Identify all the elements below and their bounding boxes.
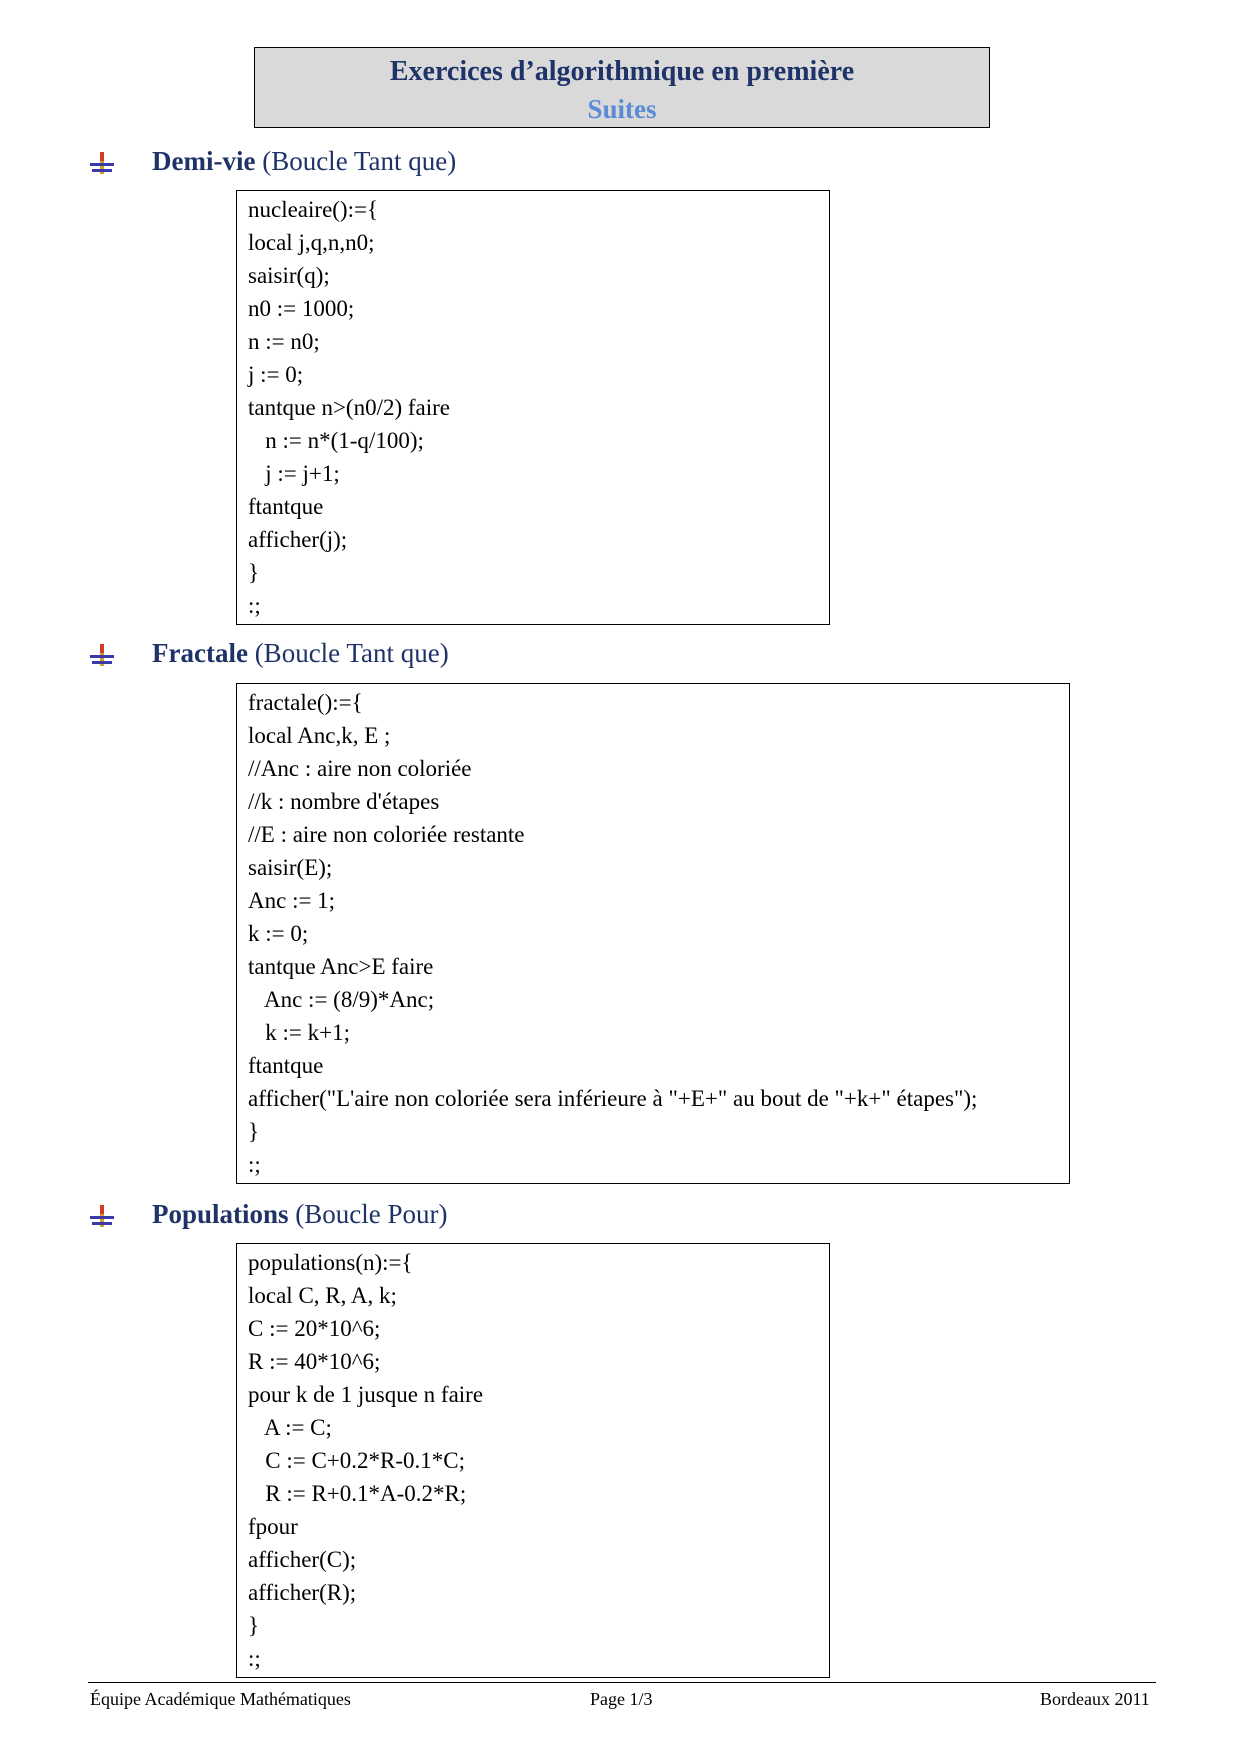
code-line: ftantque <box>248 494 324 519</box>
section-loop-type: (Boucle Tant que) <box>262 146 457 176</box>
code-line: populations(n):={ <box>248 1250 413 1275</box>
code-line: tantque n>(n0/2) faire <box>248 395 451 420</box>
code-line: } <box>248 560 260 585</box>
bullet-icon <box>90 152 116 176</box>
page-subtitle: Suites <box>587 94 657 124</box>
code-line: //k : nombre d'étapes <box>248 789 440 814</box>
code-line: j := 0; <box>248 362 304 387</box>
code-line: R := R+0.1*A-0.2*R; <box>248 1481 467 1506</box>
section-loop-type: (Boucle Pour) <box>295 1199 448 1229</box>
code-line: } <box>248 1119 260 1144</box>
code-line: A := C; <box>248 1415 332 1440</box>
footer-page-number: Page 1/3 <box>590 1689 653 1709</box>
code-line: n := n0; <box>248 329 320 354</box>
code-line: C := C+0.2*R-0.1*C; <box>248 1448 465 1473</box>
code-line: :; <box>248 1152 261 1177</box>
page-title: Exercices d’algorithmique en première <box>389 56 855 87</box>
code-line: afficher(C); <box>248 1547 357 1572</box>
footer-left: Équipe Académique Mathématiques <box>90 1689 351 1709</box>
section-name: Populations <box>152 1199 289 1229</box>
code-line: :; <box>248 593 261 618</box>
code-line: C := 20*10^6; <box>248 1316 381 1341</box>
section-name: Fractale <box>152 638 248 668</box>
code-line: fractale():={ <box>248 690 363 715</box>
bullet-icon <box>90 644 116 668</box>
code-line: } <box>248 1613 260 1638</box>
section-heading-fractale <box>90 635 449 671</box>
footer-right: Bordeaux 2011 <box>1040 1689 1150 1709</box>
title-box <box>254 47 990 128</box>
code-line: //Anc : aire non coloriée <box>248 756 472 781</box>
code-line: pour k de 1 jusque n faire <box>248 1382 484 1407</box>
code-line: ftantque <box>248 1053 324 1078</box>
code-box-populations <box>236 1243 830 1678</box>
code-line: local C, R, A, k; <box>248 1283 397 1308</box>
code-line: k := 0; <box>248 921 309 946</box>
code-line: afficher("L'aire non coloriée sera inférieure à "+E+" au bout de "+k+" étapes"); <box>248 1086 978 1111</box>
code-line: local Anc,k, E ; <box>248 723 391 748</box>
code-line: tantque Anc>E faire <box>248 954 434 979</box>
code-line: afficher(j); <box>248 527 348 552</box>
code-box-fractale <box>236 683 1070 1184</box>
section-loop-type: (Boucle Tant que) <box>254 638 449 668</box>
code-line: saisir(q); <box>248 263 330 288</box>
code-line: n := n*(1-q/100); <box>248 428 424 453</box>
code-line: j := j+1; <box>248 461 340 486</box>
code-line: :; <box>248 1646 261 1671</box>
code-line: Anc := 1; <box>248 888 336 913</box>
bullet-icon <box>90 1205 116 1229</box>
footer-divider <box>88 1682 1156 1683</box>
code-line: k := k+1; <box>248 1020 350 1045</box>
section-heading-populations <box>90 1196 448 1232</box>
code-line: saisir(E); <box>248 855 333 880</box>
code-line: Anc := (8/9)*Anc; <box>248 987 435 1012</box>
section-name: Demi-vie <box>152 146 256 176</box>
code-line: local j,q,n,n0; <box>248 230 375 255</box>
code-line: nucleaire():={ <box>248 197 378 222</box>
code-box-demi-vie <box>236 190 830 625</box>
code-line: n0 := 1000; <box>248 296 355 321</box>
section-heading-demi-vie <box>90 143 456 179</box>
code-line: afficher(R); <box>248 1580 357 1605</box>
code-line: R := 40*10^6; <box>248 1349 381 1374</box>
code-line: //E : aire non coloriée restante <box>248 822 525 847</box>
code-line: fpour <box>248 1514 298 1539</box>
